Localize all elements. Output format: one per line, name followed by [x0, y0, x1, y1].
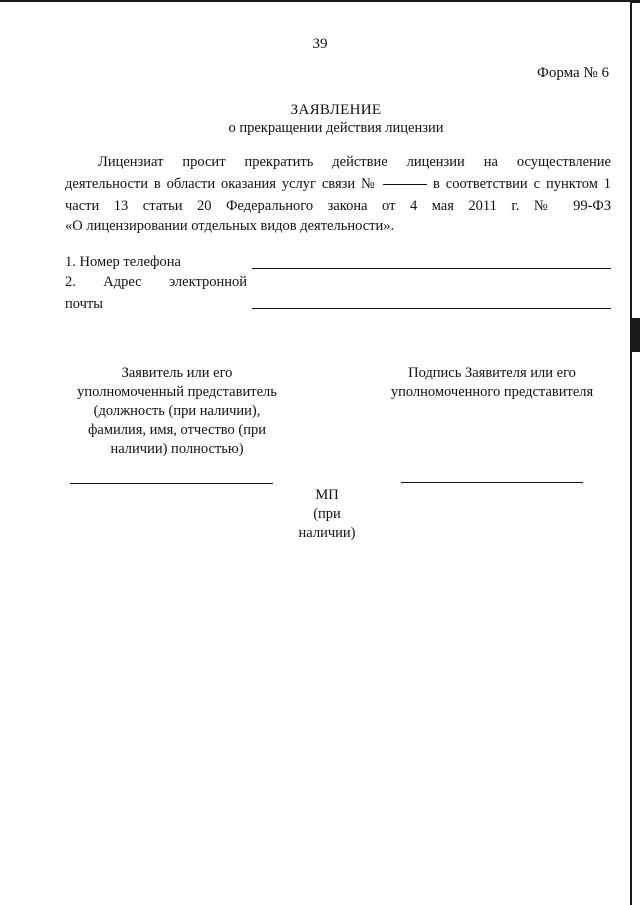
email-label-word: 2. [65, 274, 76, 290]
caption-line: Заявитель или его [121, 365, 233, 381]
document-title: ЗАЯВЛЕНИЕ [290, 102, 382, 118]
body-word: Федерального [226, 198, 314, 214]
phone-field[interactable] [252, 268, 611, 269]
stamp-line: наличии) [298, 525, 356, 541]
email-label-word: электронной [168, 274, 247, 290]
body-word: г. [511, 198, 520, 214]
body-text: деятельности в области оказания услуг связи № [65, 176, 378, 192]
body-word: 4 [409, 198, 418, 214]
applicant-caption [52, 364, 302, 459]
body-word: прекратить [244, 154, 314, 170]
stamp-line: (при [313, 506, 341, 522]
caption-line: (должность (при наличии), [93, 403, 261, 419]
body-word: 2011 [468, 198, 497, 214]
body-word: осуществление [516, 154, 611, 170]
body-text: в соответствии с пунктом 1 [433, 176, 612, 192]
email-label-word: Адрес [103, 274, 142, 290]
scan-edge-mark [632, 0, 640, 3]
phone-label: 1. Номер телефона [65, 254, 181, 270]
caption-line: фамилия, имя, отчество (при [87, 422, 266, 438]
stamp-line: МП [315, 487, 339, 503]
body-paragraph-line [98, 154, 611, 171]
scan-edge-mark [632, 318, 640, 352]
body-text: «О лицензировании отдельных видов деятельности». [65, 218, 395, 234]
body-word: № [533, 198, 559, 214]
body-word: мая [431, 198, 454, 214]
body-paragraph-line [65, 218, 611, 235]
body-word: просит [182, 154, 226, 170]
license-number-blank[interactable] [383, 184, 427, 185]
stamp-placeholder [277, 486, 377, 543]
email-label [65, 274, 247, 291]
signature-line[interactable] [401, 482, 583, 483]
signature-caption [372, 364, 612, 402]
body-word: части [65, 198, 100, 214]
body-word: на [483, 154, 498, 170]
body-word: Лицензиат [98, 154, 164, 170]
email-field[interactable] [252, 308, 611, 309]
body-word: закона [327, 198, 368, 214]
applicant-name-line[interactable] [70, 483, 273, 484]
email-label-continued: почты [65, 296, 104, 312]
caption-line: уполномоченного представителя [390, 384, 594, 400]
caption-line: наличии) полностью) [110, 441, 244, 457]
caption-line: Подпись Заявителя или его [408, 365, 576, 381]
body-paragraph-line [65, 198, 611, 215]
page-number: 39 [312, 36, 328, 52]
body-word: 99-ФЗ [573, 198, 612, 214]
body-paragraph-line [65, 176, 611, 193]
caption-line: уполномоченный представитель [77, 384, 277, 400]
body-word: от [382, 198, 396, 214]
page-border-top [0, 0, 630, 2]
body-word: 13 [113, 198, 129, 214]
body-word: статьи 20 [142, 198, 212, 214]
form-number: Форма № 6 [537, 65, 609, 81]
body-word: лицензии [406, 154, 465, 170]
body-word: действие [332, 154, 388, 170]
document-subtitle: о прекращении действия лицензии [228, 120, 444, 136]
